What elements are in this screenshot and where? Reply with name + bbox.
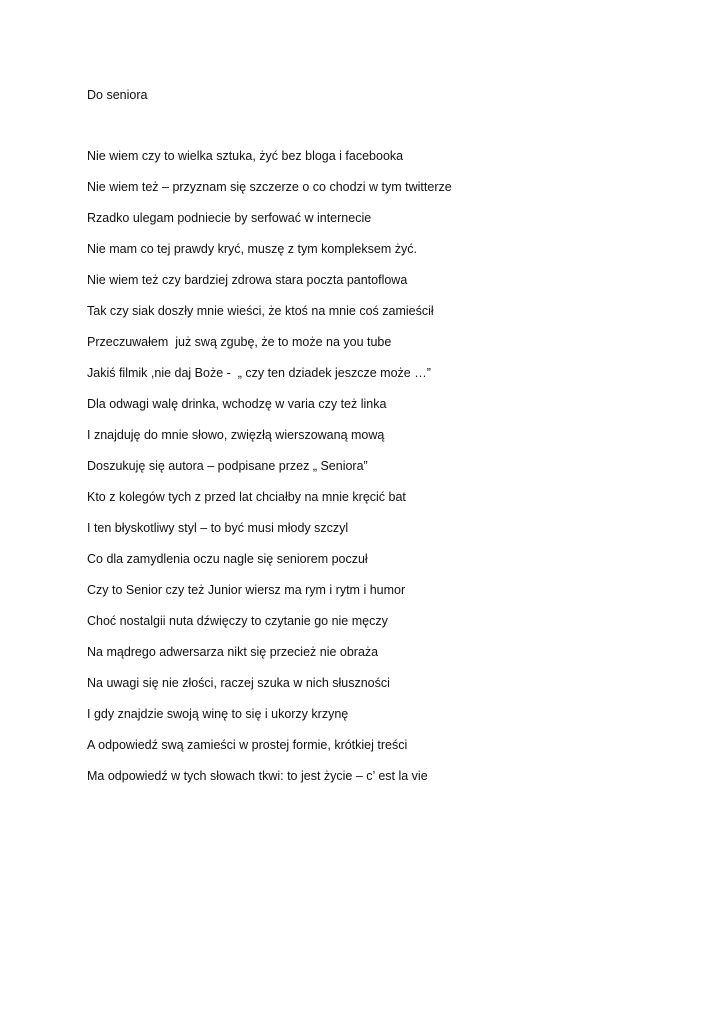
poem-line: Nie wiem też czy bardziej zdrowa stara poczta pantoflowa (87, 273, 408, 287)
poem-line: Choć nostalgii nuta dźwięczy to czytanie go nie męczy (87, 614, 388, 628)
poem-body (87, 147, 452, 798)
page-title: Do seniora (87, 88, 148, 102)
poem-line: Nie wiem czy to wielka sztuka, żyć bez bloga i facebooka (87, 149, 404, 163)
poem-line: I ten błyskotliwy styl – to być musi młody szczyl (87, 521, 349, 535)
poem-line: Na mądrego adwersarza nikt się przecież nie obraża (87, 645, 379, 659)
poem-line: Przeczuwałem już swą zgubę, że to może na you tube (87, 335, 392, 349)
poem-line: Kto z kolegów tych z przed lat chciałby na mnie kręcić bat (87, 490, 406, 504)
poem-line: I znajduję do mnie słowo, zwięzłą wierszowaną mową (87, 428, 385, 442)
poem-line: Dla odwagi walę drinka, wchodzę w varia czy też linka (87, 397, 387, 411)
poem-line: Nie wiem też – przyznam się szczerze o co chodzi w tym twitterze (87, 180, 452, 194)
poem-line: Co dla zamydlenia oczu nagle się seniorem poczuł (87, 552, 368, 566)
poem-line: A odpowiedź swą zamieści w prostej formie, krótkiej treści (87, 738, 408, 752)
poem-line: Jakiś filmik ,nie daj Boże - „ czy ten dziadek jeszcze może …” (87, 366, 431, 380)
poem-line: Doszukuję się autora – podpisane przez „ Seniora” (87, 459, 368, 473)
poem-line: Tak czy siak doszły mnie wieści, że ktoś na mnie coś zamieścił (87, 304, 434, 318)
poem-line: Czy to Senior czy też Junior wiersz ma rym i rytm i humor (87, 583, 406, 597)
poem-line: Na uwagi się nie złości, raczej szuka w nich słuszności (87, 676, 390, 690)
poem-line: Rzadko ulegam podniecie by serfować w internecie (87, 211, 372, 225)
poem-line: I gdy znajdzie swoją winę to się i ukorzy krzynę (87, 707, 349, 721)
poem-line: Ma odpowiedź w tych słowach tkwi: to jest życie – c’ est la vie (87, 769, 428, 783)
poem-line: Nie mam co tej prawdy kryć, muszę z tym kompleksem żyć. (87, 242, 417, 256)
